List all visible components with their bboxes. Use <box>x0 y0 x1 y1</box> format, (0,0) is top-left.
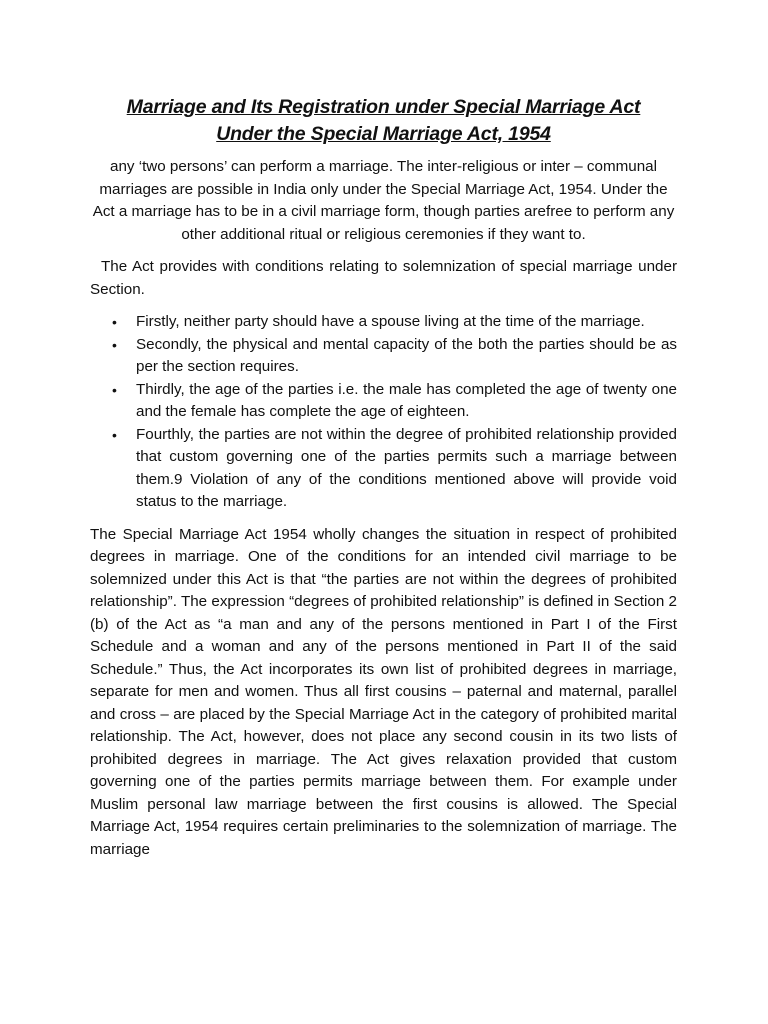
document-page <box>90 94 677 861</box>
list-item <box>112 379 677 424</box>
conditions-list <box>90 311 677 514</box>
bullet-icon: • <box>112 426 117 443</box>
title-line-1: Marriage and Its Registration under Special Marriage Act <box>126 96 641 118</box>
list-item <box>112 334 677 379</box>
list-item-text: Secondly, the physical and mental capacity of the both the parties should be as per the section requires. <box>136 335 677 375</box>
list-item-text: Fourthly, the parties are not within the degree of prohibited relationship provided that custom governing one of the parties permits such a marriage between them.9 Violation of any of the conditions mentioned above will provide void status to the marriage. <box>136 425 677 510</box>
bullet-icon: • <box>112 336 117 353</box>
body-paragraph: The Special Marriage Act 1954 wholly changes the situation in respect of prohibited degrees in marriage. One of the conditions for an intended civil marriage to be solemnized under this Act is that “the parties are not within the degrees of prohibited relationship”. The expression “degrees of prohibited relationship” is defined in Section 2 (b) of the Act as “a man and any of the persons mentioned in Part I of the First Schedule and a woman and any of the persons mentioned in Part II of the said Schedule.” Thus, the Act incorporates its own list of prohibited degrees in marriage, separate for men and women. Thus all first cousins – paternal and maternal, parallel and cross – are placed by the Special Marriage Act in the category of prohibited marital relationship. The Act, however, does not place any second cousin in its two lists of prohibited degrees in marriage. The Act gives relaxation provided that custom governing one of the parties permits marriage between them. For example under Muslim personal law marriage between the first cousins is allowed. The Special Marriage Act, 1954 requires certain preliminaries to the solemnization of marriage. The marriage <box>90 525 677 858</box>
conditions-intro-paragraph: The Act provides with conditions relating to solemnization of special marriage under Section. <box>90 258 677 298</box>
list-item <box>112 424 677 514</box>
document-title <box>90 94 677 148</box>
intro-paragraph: any ‘two persons’ can perform a marriage. The inter-religious or inter – communal marriages are possible in India only under the Special Marriage Act, 1954. Under the Act a marriage has to be in a civil marriage form, though parties arefree to perform any other additional ritual or religious ceremonies if they want to. <box>92 158 675 243</box>
list-item-text: Firstly, neither party should have a spouse living at the time of the marriage. <box>136 313 645 330</box>
bullet-icon: • <box>112 314 117 330</box>
title-line-2: Under the Special Marriage Act, 1954 <box>216 123 551 145</box>
list-item-text: Thirdly, the age of the parties i.e. the male has completed the age of twenty one and the female has complete the age of eighteen. <box>136 380 677 420</box>
list-item <box>112 311 677 334</box>
bullet-icon: • <box>112 381 117 398</box>
